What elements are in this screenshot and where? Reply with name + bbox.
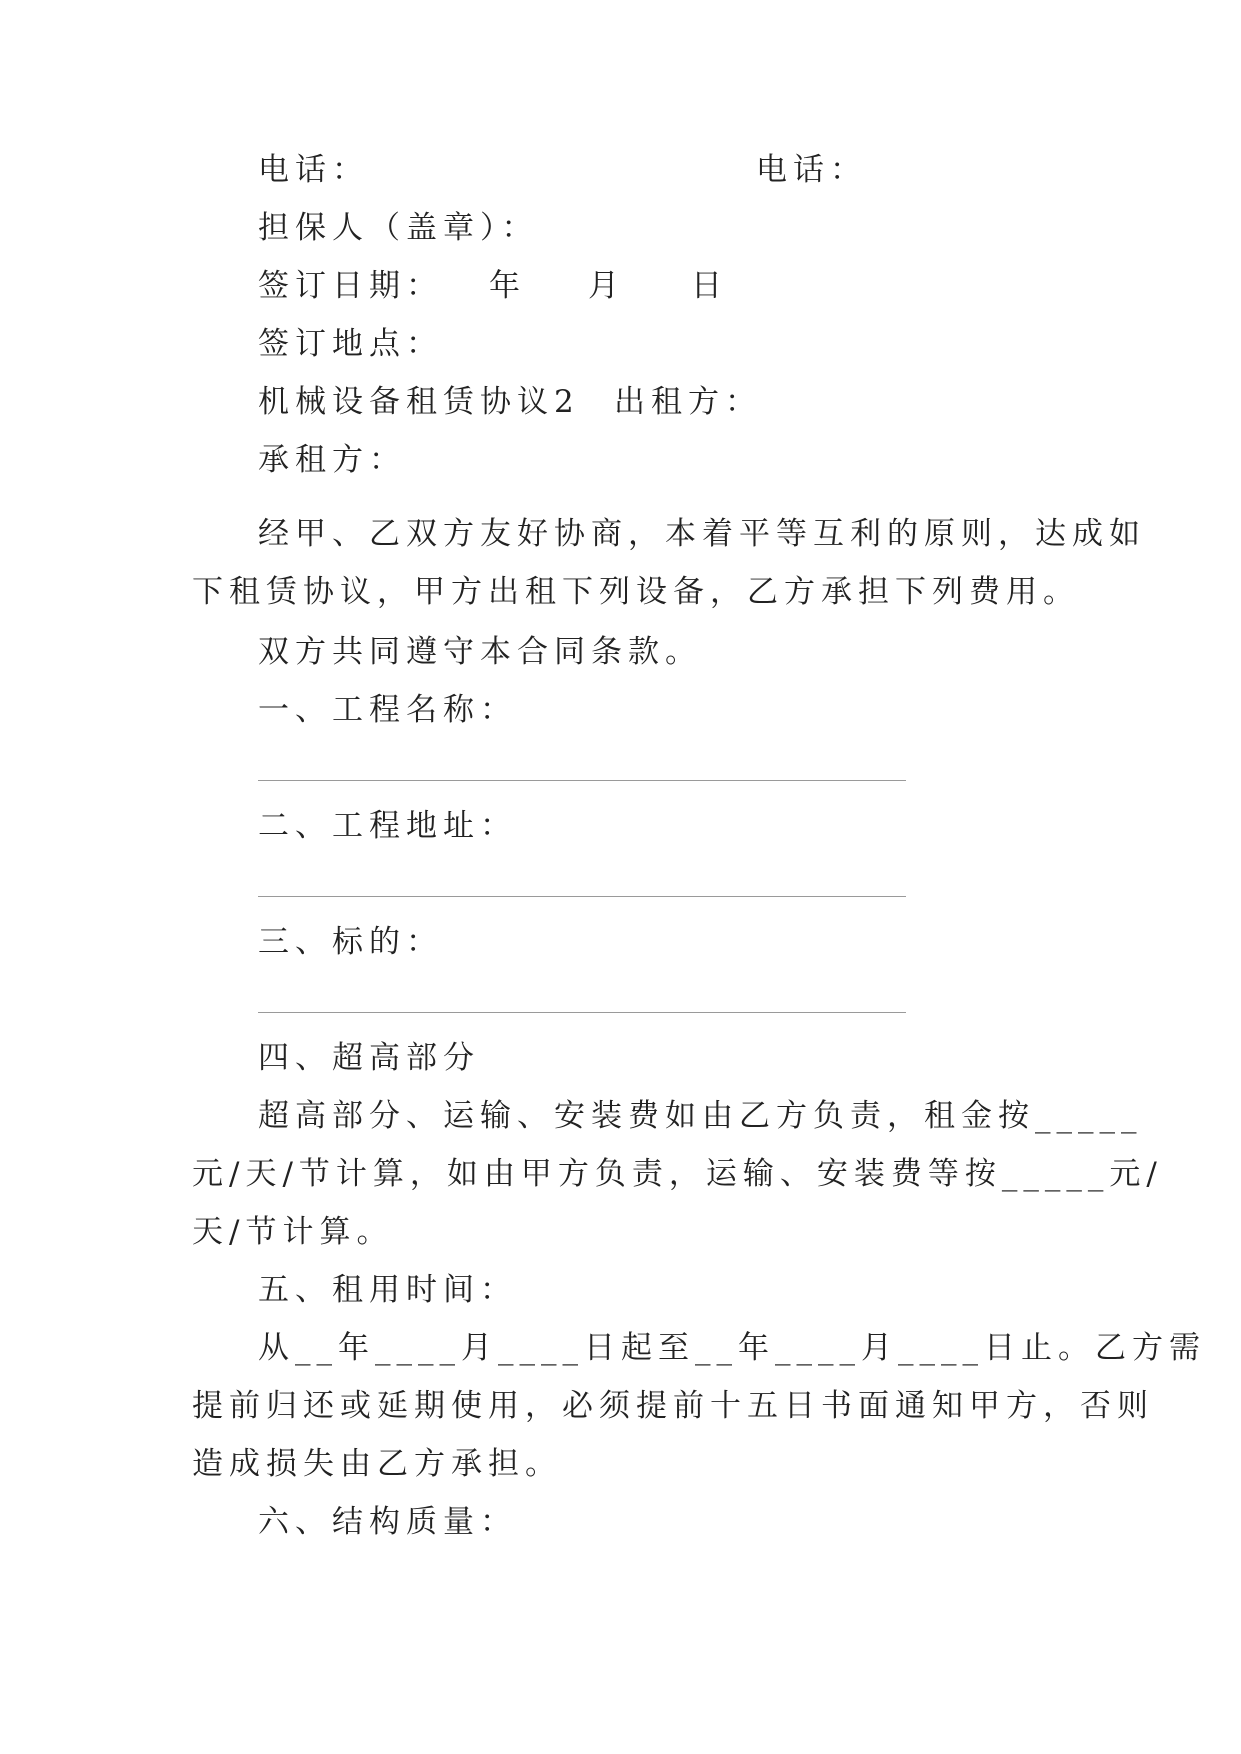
section-heading: 四、超高部分 — [258, 1040, 480, 1076]
paragraph-line: 造成损失由乙方承担。 — [192, 1446, 562, 1482]
section-heading: 六、结构质量： — [258, 1504, 517, 1540]
paragraph-line: 经甲、乙双方友好协商，本着平等互利的原则，达成如 — [258, 516, 1146, 552]
paragraph-line: 从__年____月____日起至__年____月____日止。乙方需 — [258, 1330, 1206, 1366]
paragraph-line: 超高部分、运输、安装费如由乙方负责，租金按_____ — [258, 1098, 1143, 1134]
agreement-title: 机械设备租赁协议2 — [258, 384, 580, 420]
sign-date-day: 日 — [691, 268, 728, 304]
sign-date-year: 年 — [489, 268, 526, 304]
sign-date-label: 签订日期： — [258, 268, 443, 304]
blank-line — [258, 780, 906, 781]
section-heading: 二、工程地址： — [258, 808, 517, 844]
phone-label-right: 电话： — [756, 152, 867, 188]
blank-line — [258, 896, 906, 897]
lessee-line: 承租方： — [258, 442, 406, 478]
phone-label-left: 电话： — [258, 152, 369, 188]
section-heading: 五、租用时间： — [258, 1272, 517, 1308]
paragraph-line: 双方共同遵守本合同条款。 — [258, 634, 702, 670]
section-heading: 一、工程名称： — [258, 692, 517, 728]
sign-place-line: 签订地点： — [258, 326, 443, 362]
paragraph-line: 天/节计算。 — [192, 1214, 394, 1250]
section-heading: 三、标的： — [258, 924, 443, 960]
paragraph-line: 元/天/节计算，如由甲方负责，运输、安装费等按_____元/ — [192, 1156, 1163, 1192]
lessor-line: 出租方： — [614, 384, 762, 420]
blank-line — [258, 1012, 906, 1013]
sign-date-month: 月 — [588, 268, 625, 304]
guarantor-line: 担保人（盖章）： — [258, 210, 539, 246]
paragraph-line: 下租赁协议，甲方出租下列设备，乙方承担下列费用。 — [192, 574, 1080, 610]
paragraph-line: 提前归还或延期使用，必须提前十五日书面通知甲方，否则 — [192, 1388, 1154, 1424]
